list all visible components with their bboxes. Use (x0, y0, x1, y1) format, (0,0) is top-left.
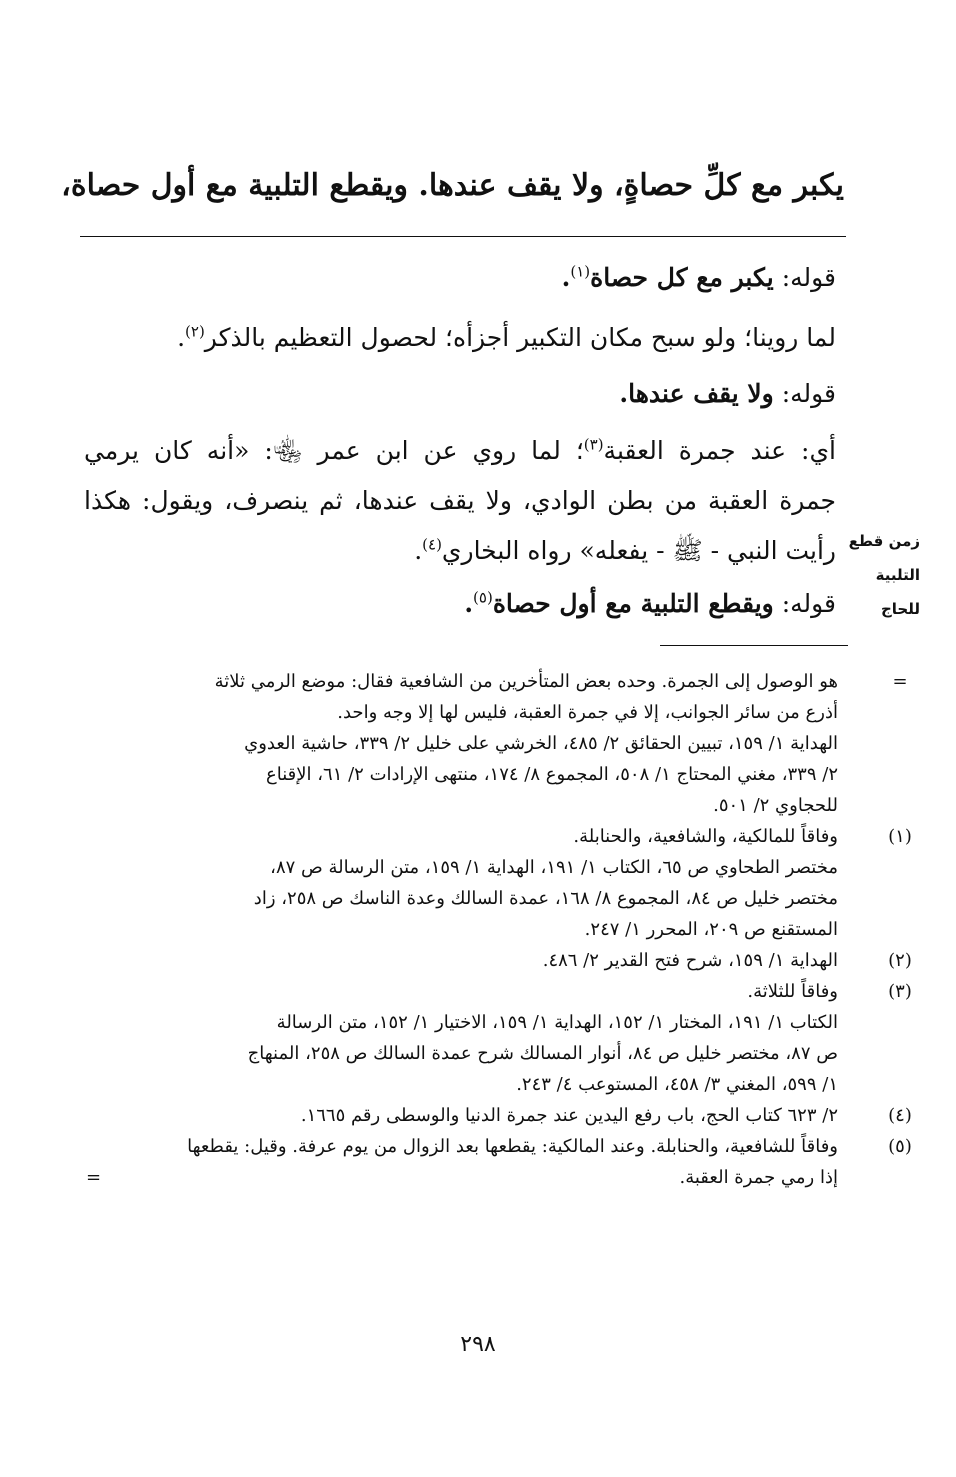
footnote-number: (٣) (888, 981, 912, 1002)
footnotes (84, 666, 912, 1193)
footnote-number: (٤) (888, 1105, 912, 1126)
footnote-line: أذرع من سائر الجوانب، إلا في جمرة العقبة، فليس لها إلا وجه واحد. (337, 702, 838, 723)
paragraph-1 (170, 252, 836, 303)
footnote-line: وفاقاً للمالكية، والشافعية، والحنابلة. (573, 826, 838, 847)
margin-note (840, 528, 920, 622)
footnote-line: المستقنع ص ٢٠٩، المحرر ١/ ٢٤٧. (584, 919, 838, 940)
footnote-ref: (٢) (185, 322, 205, 341)
footnote-3 (84, 976, 912, 1100)
footnote-line: وفاقاً للشافعية، والحنابلة. وعند المالكية: يقطعها بعد الزوال من يوم عرفة. وقيل: يقطعها (187, 1136, 838, 1157)
period: . (177, 323, 186, 352)
margin-note-line: التلبية (875, 566, 920, 584)
footnote-line: وفاقاً للثلاثة. (747, 981, 838, 1002)
quote-prefix: قوله: (781, 589, 836, 618)
margin-note-line: للحاج (880, 600, 920, 618)
header-rule (80, 236, 846, 237)
footnote-ref: (٣) (583, 435, 604, 454)
footnote-line (84, 1162, 838, 1193)
footnote-line: الكتاب ١/ ١٩١، المختار ١/ ١٥٢، الهداية ١/ ١٥٩، الاختيار ١/ ١٥٢، متن الرسالة (276, 1012, 838, 1033)
footnote-rule (660, 645, 848, 646)
footnote-line: هو الوصول إلى الجمرة. وحده بعض المتأخرين من الشافعية فقال: موضع الرمي ثلاثة (214, 671, 838, 692)
footnote-ref: (٤) (422, 535, 442, 554)
footnote-line: للحجاوي ٢/ ٥٠١. (713, 795, 838, 816)
paragraph-2 (170, 312, 836, 363)
text: ؛ لما روي عن ابن عمر ﵄: «أنه كان يرمي (84, 436, 584, 465)
period: . (464, 589, 474, 618)
paragraph-4 (84, 426, 836, 576)
footnote-ref: (١) (570, 262, 591, 281)
paragraph-5 (170, 578, 836, 629)
footnote-line: ١/ ٥٩٩، المغني ٣/ ٤٥٨، المستوعب ٤/ ٢٤٣. (516, 1074, 838, 1095)
paragraph-3 (170, 368, 836, 419)
footnote-5 (84, 1131, 912, 1193)
quoted-text: ويقطع التلبية مع أول حصاة (492, 589, 774, 618)
quote-prefix: قوله: (781, 263, 836, 292)
footnote-number: (٥) (888, 1136, 912, 1157)
footnote-line: الهداية ١/ ١٥٩، تبيين الحقائق ٢/ ٤٨٥، الخرشي على خليل ٢/ ٣٣٩، حاشية العدوي (244, 733, 838, 754)
period: . (561, 263, 571, 292)
quoted-text: ولا يقف عندها. (619, 379, 774, 408)
footnote-text: إذا رمي جمرة العقبة. (679, 1167, 838, 1188)
footnote-line: مختصر الطحاوي ص ٦٥، الكتاب ١/ ١٩١، الهداية ١/ ١٥٩، متن الرسالة ص ٨٧، (270, 857, 838, 878)
paragraph-text: لما روينا؛ ولو سبح مكان التكبير أجزأه؛ لحصول التعظيم بالذكر (204, 323, 836, 352)
footnote-number: (١) (888, 826, 912, 847)
continuation-marker: = (86, 1167, 102, 1188)
header-line: يكبر مع كلِّ حصاةٍ، ولا يقف عندها. ويقطع التلبية مع أول حصاة، (61, 168, 844, 203)
footnote-4 (84, 1100, 912, 1131)
continuation-marker: = (892, 671, 908, 692)
line (84, 426, 836, 476)
footnote-line: ص ٨٧، مختصر خليل ص ٨٤، أنوار المسالك شرح عمدة السالك ص ٢٥٨، المنهاج (247, 1043, 838, 1064)
text: رأيت النبي - ﷺ - يفعله» رواه البخاري (441, 536, 836, 565)
line: جمرة العقبة من بطن الوادي، ولا يقف عندها، ثم ينصرف، ويقول: هكذا (84, 486, 836, 515)
footnote-1 (84, 821, 912, 945)
footnote-continuation (84, 666, 908, 821)
footnote-line: ٢/ ٦٢٣ كتاب الحج، باب رفع اليدين عند جمرة الدنيا والوسطى رقم ١٦٦٥. (300, 1105, 838, 1126)
page-number: ٢٩٨ (460, 1332, 496, 1357)
quoted-text: يكبر مع كل حصاة (590, 263, 774, 292)
line (84, 526, 836, 576)
footnote-line: ٢/ ٣٣٩، مغني المحتاج ١/ ٥٠٨، المجموع ٨/ ١٧٤، منتهى الإرادات ٢/ ٦١، الإقناع (265, 764, 838, 785)
margin-note-line: زمن قطع (848, 532, 920, 550)
text: أي: عند جمرة العقبة (603, 436, 836, 465)
quote-prefix: قوله: (781, 379, 836, 408)
footnote-2 (84, 945, 912, 976)
footnote-number: (٢) (888, 950, 912, 971)
footnote-ref: (٥) (473, 588, 493, 607)
footnote-line: الهداية ١/ ١٥٩، شرح فتح القدير ٢/ ٤٨٦. (542, 950, 838, 971)
period: . (414, 536, 423, 565)
footnote-line: مختصر خليل ص ٨٤، المجموع ٨/ ١٦٨، عمدة السالك وعدة الناسك ص ٢٥٨، زاد (253, 888, 838, 909)
